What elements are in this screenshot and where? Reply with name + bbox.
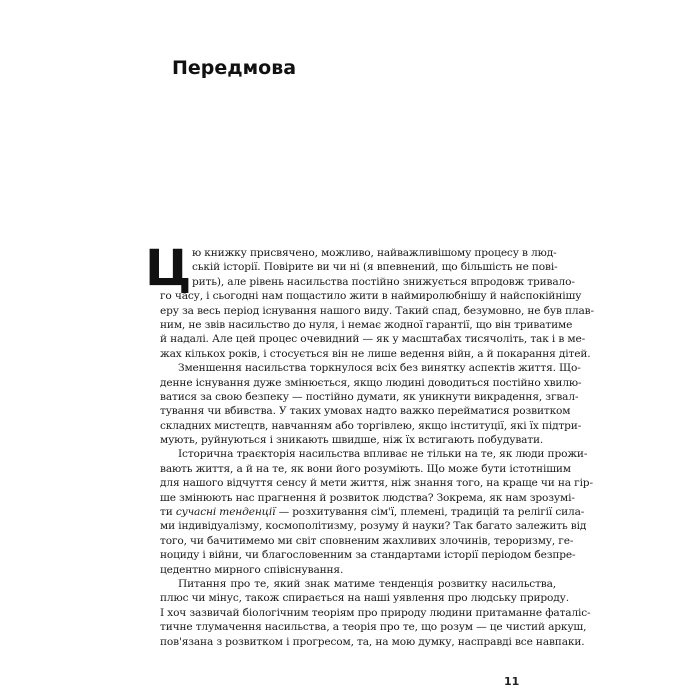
text-line: рить), але рівень насильства постійно знижується впродовж тривало- xyxy=(192,275,575,288)
page-number: 11 xyxy=(504,675,520,688)
paragraph xyxy=(160,246,594,361)
text-line: Історична траєкторія насильства впливає не тільки на те, як люди прожи- xyxy=(178,448,588,461)
paragraph xyxy=(160,577,591,649)
text-line: І хоч зазвичай біологічним теоріям про природу людини притаманне фаталіс- xyxy=(160,606,591,619)
text-line: мують, руйнуються і зникають швидше, ніж їх встигають побудувати. xyxy=(160,434,544,447)
text-line: ю книжку присвячено, можливо, найважливішому процесу в люд- xyxy=(192,247,557,259)
text-line: ватися за свою безпеку — постійно думати, як уникнути викрадення, згвал- xyxy=(160,390,579,403)
text-line: й надалі. Але цей процес очевидний — як у масштабах тисячоліть, так і в ме- xyxy=(160,333,586,346)
text-line: складних мистецтв, навчанням або торгівлею, якщо інституції, які їх підтри- xyxy=(160,419,582,432)
paragraph xyxy=(160,447,593,577)
text-line: ним, не звів насильство до нуля, і немає жодної гарантії, що він триватиме xyxy=(160,318,573,331)
text-line: ше змінюють нас прагнення й розвиток людства? Зокрема, як нам зрозумі- xyxy=(160,491,575,504)
text-line: цедентно мирного співіснування. xyxy=(160,563,344,576)
chapter-title: Передмова xyxy=(172,57,297,79)
text-line: Питання про те, який знак матиме тенденція розвитку насильства, xyxy=(178,577,556,590)
body-text xyxy=(160,246,594,649)
text-line: того, чи бачитимемо ми світ сповненим жахливих злочинів, тероризму, ге- xyxy=(160,534,574,547)
text-line: ми індивідуалізму, космополітизму, розуму й науки? Так багато залежить від xyxy=(160,520,587,533)
text-line: Зменшення насильства торкнулося всіх без винятку аспектів життя. Що- xyxy=(178,362,581,375)
text-line: ській історії. Повірите ви чи ні (я впевнений, що більшість не пові- xyxy=(192,261,558,274)
text-line: тування чи вбивства. У таких умовах надто важко перейматися розвитком xyxy=(160,405,571,418)
text-line: для нашого відчуття сенсу й мети життя, ніж знання того, на краще чи на гір- xyxy=(160,477,593,490)
text-line: тичне тлумачення насильства, а теорія про те, що розум — це чистий аркуш, xyxy=(160,621,587,634)
text-line: жах кількох років, і стосується він не лише ведення війн, а й покарання дітей. xyxy=(160,347,591,360)
text-line: вають життя, а й на те, як вони його розуміють. Що може бути істотнішим xyxy=(160,462,571,475)
text-line: плюс чи мінус, також спирається на наші уявлення про людську природу. xyxy=(160,592,569,605)
paragraph xyxy=(160,361,582,447)
text-line: ти сучасні тенденції — розхитування сім'ї, племені, традицій та релігії сила- xyxy=(160,506,585,519)
text-line: еру за весь період існування нашого виду. Такий спад, безумовно, не був плав- xyxy=(160,304,594,317)
text-line: пов'язана з розвитком і прогресом, та, на мою думку, насправді все навпаки. xyxy=(160,635,585,648)
italic-phrase: сучасні тенденції xyxy=(175,506,276,519)
text-line: денне існування дуже змінюється, якщо людині доводиться постійно хвилю- xyxy=(160,376,582,389)
drop-cap: Ц xyxy=(145,239,192,297)
text-line: ноциду і війни, чи благословенним за стандартами історії періодом безпре- xyxy=(160,549,576,562)
text-line: го часу, і сьогодні нам пощастило жити в наймиролюбнішу й найспокійнішу xyxy=(160,290,582,303)
